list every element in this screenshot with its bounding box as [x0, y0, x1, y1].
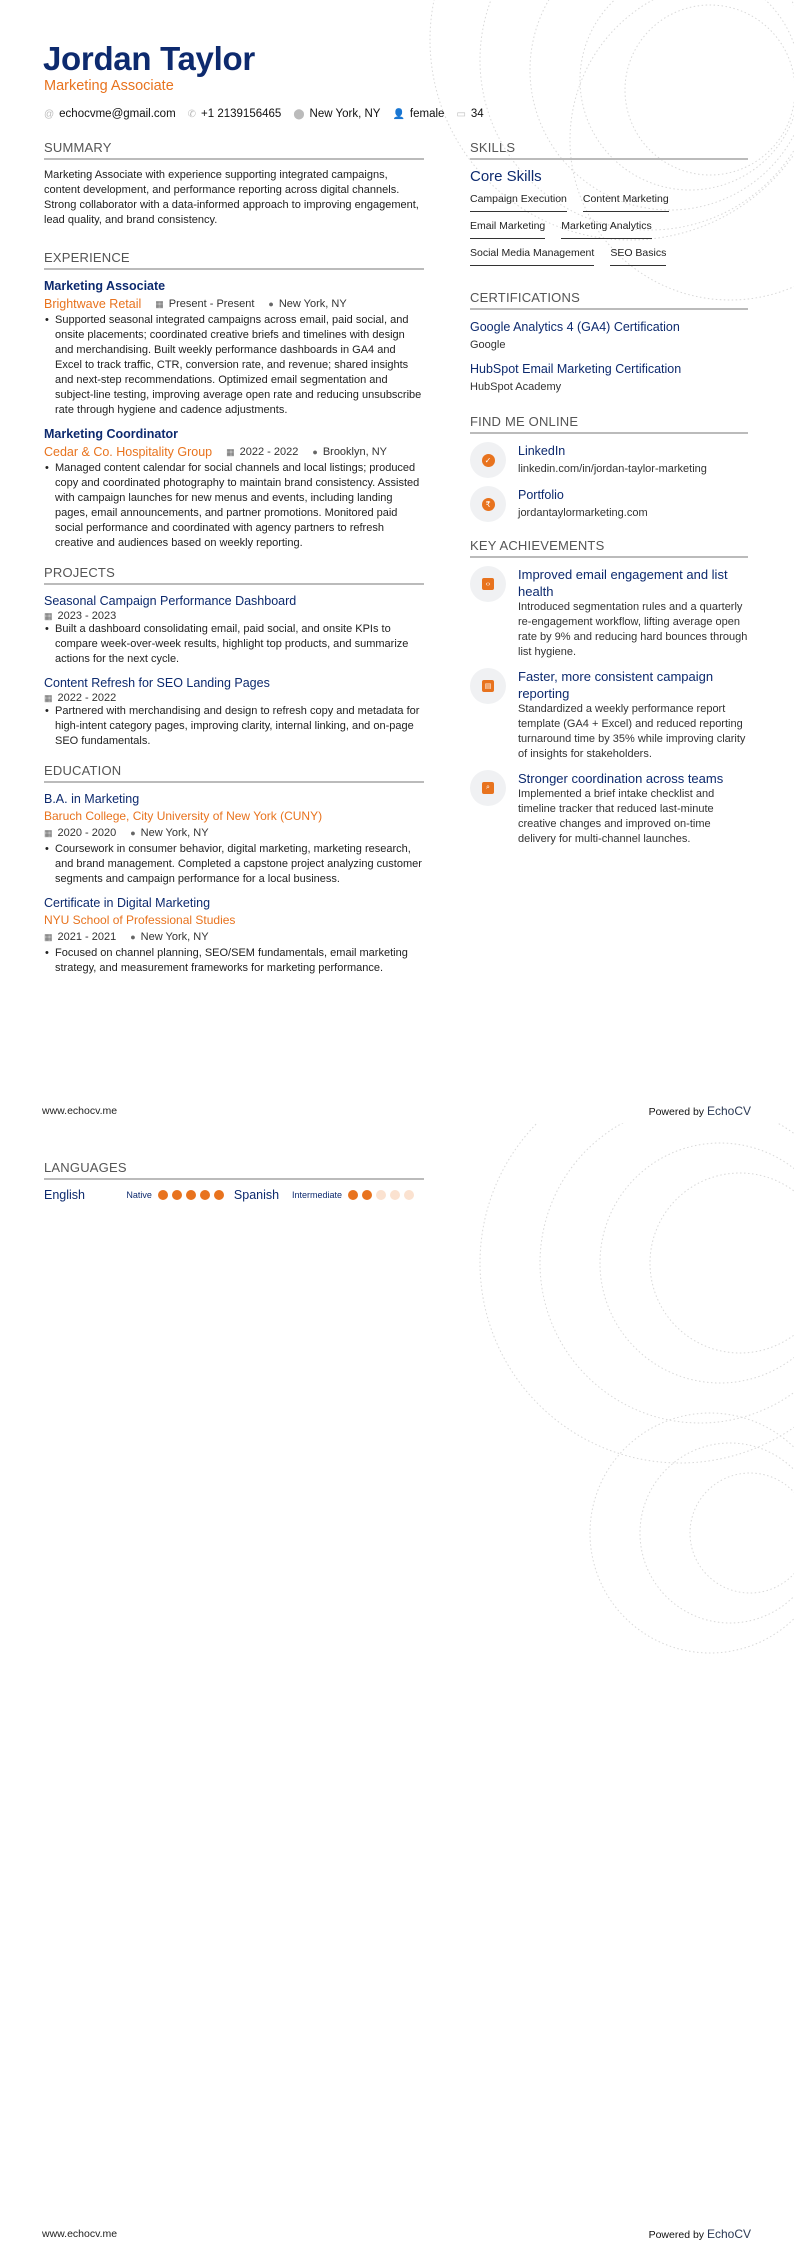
contact-age: [456, 108, 483, 120]
link-label: LinkedIn: [518, 444, 566, 458]
language-name: Spanish: [233, 1188, 280, 1202]
skills-section: [470, 140, 748, 266]
company-name: Cedar & Co. Hospitality Group: [44, 445, 213, 459]
education-item: [44, 791, 424, 887]
section-heading: KEY ACHIEVEMENTS: [470, 538, 748, 558]
position-title: Marketing Coordinator: [44, 427, 179, 441]
location-icon: ●: [312, 447, 318, 457]
phone-text: +1 2139156465: [201, 108, 282, 120]
online-link-portfolio[interactable]: [470, 486, 748, 522]
project-title: Seasonal Campaign Performance Dashboard: [44, 594, 297, 608]
skill-chip: Content Marketing: [583, 189, 669, 212]
experience-item: [44, 426, 424, 551]
section-heading: FIND ME ONLINE: [470, 414, 748, 434]
rating-dot: [348, 1190, 358, 1200]
contact-row: [44, 108, 484, 120]
dates: 2023 - 2023: [57, 610, 117, 622]
powered-text: Powered by: [648, 1106, 705, 1118]
rating-dot: [186, 1190, 196, 1200]
bullet: • Supported seasonal integrated campaigns across email, paid social, and onsite placements; coordinated creative briefs and timelines with design and merchandising. Built weekly performance dashboards in GA4 and Excel to track traffic, CTR, conversion rate, and revenue; shared insights and next-step recommendations. Optimized email segmentation and subject-line testing, improving average open rate and reducing unsubscribe rate through hygiene and cadence adjustments.: [55, 313, 424, 418]
calendar-icon: ▭: [456, 109, 466, 120]
section-heading: EXPERIENCE: [44, 250, 424, 270]
dates: Present - Present: [168, 298, 255, 310]
achievement-item: [470, 770, 748, 847]
section-heading: SKILLS: [470, 140, 748, 160]
certification-name: Google Analytics 4 (GA4) Certification: [470, 320, 680, 334]
bullet: • Partnered with merchandising and design to refresh copy and metadata for high-intent category pages, improving clarity, internal linking, and on-page SEO fundamentals.: [55, 704, 424, 749]
brand-logo: EchoCV: [706, 2227, 751, 2241]
calendar-icon: ▦: [155, 299, 164, 309]
linkedin-icon: ✓: [482, 454, 495, 467]
footer-powered-by: [649, 1104, 751, 1118]
school: Baruch College, City University of New York (CUNY): [44, 809, 323, 823]
contact-location: [293, 108, 380, 120]
location: New York, NY: [278, 298, 347, 310]
degree: Certificate in Digital Marketing: [44, 896, 211, 910]
location-icon: ●: [268, 299, 274, 309]
rating-dot: [158, 1190, 168, 1200]
achievement-text: Introduced segmentation rules and a quarterly re-engagement workflow, lifting average open rate by 9% and reducing hard bounces through list hygiene.: [518, 601, 748, 658]
languages-row: [44, 1188, 424, 1202]
contact-email[interactable]: [44, 108, 176, 120]
location: New York, NY: [140, 931, 209, 943]
dates: 2022 - 2022: [57, 692, 117, 704]
job-title: Marketing Associate: [44, 78, 174, 94]
language-name: English: [44, 1188, 85, 1202]
certification-issuer: Google: [470, 339, 506, 351]
section-heading: LANGUAGES: [44, 1160, 424, 1180]
skill-chip: SEO Basics: [610, 243, 666, 266]
contact-phone[interactable]: [188, 108, 282, 120]
education-section: [44, 763, 424, 976]
bullet: • Built a dashboard consolidating email, paid social, and onsite KPIs to compare week-over-week results, highlight top products, and summarize actions for the next cycle.: [55, 622, 424, 667]
section-heading: PROJECTS: [44, 565, 424, 585]
certification-issuer: HubSpot Academy: [470, 381, 562, 393]
achievement-title: Stronger coordination across teams: [518, 771, 724, 786]
right-column: [470, 140, 748, 869]
online-link-linkedin[interactable]: [470, 442, 748, 478]
degree: B.A. in Marketing: [44, 792, 140, 806]
contact-gender: [392, 108, 444, 120]
footer-powered-by: [649, 2227, 751, 2241]
left-column: [44, 140, 424, 998]
experience-section: [44, 250, 424, 551]
rating-dot: [390, 1190, 400, 1200]
language-level: Intermediate: [291, 1190, 342, 1200]
achievement-item: [470, 566, 748, 660]
age-text: 34: [470, 108, 484, 120]
rating-dot: [214, 1190, 224, 1200]
location-text: New York, NY: [309, 108, 381, 120]
skill-chip: Marketing Analytics: [561, 216, 651, 239]
certification-name: HubSpot Email Marketing Certification: [470, 362, 682, 376]
location-icon: ●: [130, 828, 136, 838]
language-level: Native: [126, 1190, 152, 1200]
resume-page-2: [0, 1123, 794, 2246]
achievement-text: Standardized a weekly performance report template (GA4 + Excel) and reduced reporting turnaround time by 35% while improving clarity of insights for stakeholders.: [518, 703, 746, 760]
language-rating: [348, 1190, 414, 1200]
section-heading: EDUCATION: [44, 763, 424, 783]
language-rating: [158, 1190, 224, 1200]
location-icon: ●: [130, 932, 136, 942]
project-title: Content Refresh for SEO Landing Pages: [44, 676, 270, 690]
company-name: Brightwave Retail: [44, 297, 142, 311]
project-item: [44, 675, 424, 749]
achievement-item: [470, 668, 748, 762]
dates: 2020 - 2020: [57, 827, 117, 839]
location: Brooklyn, NY: [322, 446, 388, 458]
portfolio-icon: ₹: [482, 498, 495, 511]
calendar-icon: ▦: [44, 693, 53, 703]
bullet: • Managed content calendar for social channels and local listings; produced copy and coordinated photography to maintain brand consistency. Assisted with campaign launches for new menus and events, including landing pages, email announcements, and partner promotions. Monitored paid social performance and coordinated with agency partners to refresh creative and audiences based on weekly reporting.: [55, 461, 424, 551]
school: NYU School of Professional Studies: [44, 913, 236, 927]
achievement-text: Implemented a brief intake checklist and timeline tracker that reduced last-minute creative changes and improved on-time delivery for multi-channel launches.: [518, 788, 715, 845]
projects-section: [44, 565, 424, 749]
section-heading: SUMMARY: [44, 140, 424, 160]
summary-text: Marketing Associate with experience supporting integrated campaigns, content development, and performance reporting across digital channels. Strong collaborator with a data-informed approach to improving engagement, lead quality, and brand consistency.: [44, 169, 419, 226]
position-title: Marketing Associate: [44, 279, 166, 293]
code-icon: ‹›: [482, 578, 494, 590]
user-icon: 👤: [392, 109, 405, 120]
document-search-icon: ⌕: [482, 782, 494, 794]
rating-dot: [376, 1190, 386, 1200]
dates: 2022 - 2022: [239, 446, 299, 458]
calendar-icon: ▦: [44, 932, 53, 942]
achievement-title: Faster, more consistent campaign reporting: [518, 669, 714, 701]
section-heading: CERTIFICATIONS: [470, 290, 748, 310]
rating-dot: [172, 1190, 182, 1200]
gender-text: female: [409, 108, 445, 120]
location-icon: ⬤: [293, 109, 305, 120]
project-item: [44, 593, 424, 667]
calendar-icon: ▦: [44, 611, 53, 621]
experience-item: [44, 278, 424, 418]
skill-group-title: Core Skills: [470, 168, 542, 185]
dates: 2021 - 2021: [57, 931, 117, 943]
rating-dot: [362, 1190, 372, 1200]
rating-dot: [200, 1190, 210, 1200]
decorative-circles: [380, 1123, 794, 1703]
link-url[interactable]: jordantaylormarketing.com: [518, 507, 648, 519]
summary-section: [44, 140, 424, 228]
bullet: • Focused on channel planning, SEO/SEM fundamentals, email marketing strategy, and measurement frameworks for marketing performance.: [55, 946, 424, 976]
languages-section: [44, 1160, 424, 1202]
link-label: Portfolio: [518, 488, 564, 502]
skill-chip: Campaign Execution: [470, 189, 567, 212]
candidate-name: Jordan Taylor: [43, 40, 255, 77]
online-section: [470, 414, 748, 522]
chart-calendar-icon: ▤: [482, 680, 494, 692]
achievement-title: Improved email engagement and list health: [518, 567, 728, 599]
powered-text: Powered by: [648, 2229, 705, 2241]
location: New York, NY: [140, 827, 209, 839]
calendar-icon: ▦: [226, 447, 235, 457]
at-icon: @: [44, 109, 55, 120]
rating-dot: [404, 1190, 414, 1200]
calendar-icon: ▦: [44, 828, 53, 838]
skill-chip: Social Media Management: [470, 243, 594, 266]
phone-icon: ✆: [187, 109, 197, 120]
skill-chip: Email Marketing: [470, 216, 545, 239]
link-url[interactable]: linkedin.com/in/jordan-taylor-marketing: [518, 463, 707, 475]
footer-site-link[interactable]: www.echocv.me: [42, 2228, 118, 2240]
achievements-section: [470, 538, 748, 847]
footer-site-link[interactable]: www.echocv.me: [42, 1105, 118, 1117]
email-text: echocvme@gmail.com: [59, 108, 176, 120]
certifications-section: [470, 290, 748, 396]
brand-logo: EchoCV: [706, 1104, 751, 1118]
education-item: [44, 895, 424, 976]
bullet: • Coursework in consumer behavior, digital marketing, marketing research, and brand management. Completed a capstone project analyzing customer segments and campaign performance for a local business.: [55, 842, 424, 887]
